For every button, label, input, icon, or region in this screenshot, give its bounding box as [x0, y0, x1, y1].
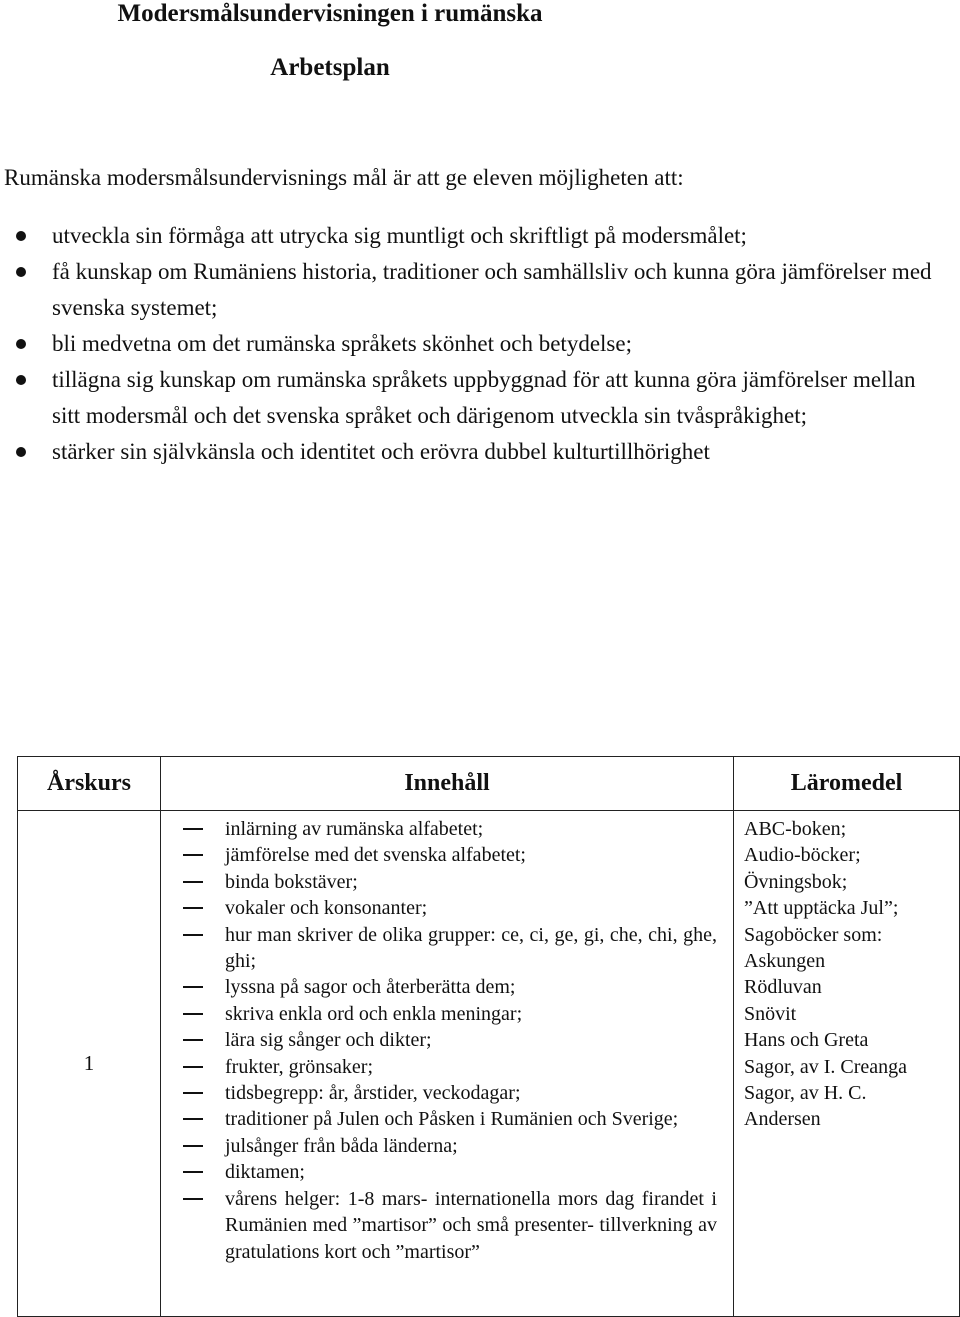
list-item: Andersen	[744, 1108, 821, 1131]
content-text: frukter, grönsaker;	[225, 1055, 374, 1078]
curriculum-table	[17, 756, 960, 1317]
content-text: lära sig sånger och dikter;	[225, 1029, 432, 1052]
list-item: Snövit	[744, 1002, 797, 1025]
materials-list	[744, 816, 951, 1133]
header-content: Innehåll	[161, 757, 734, 811]
list-item: Övningsbok;	[744, 870, 848, 893]
bullet-icon	[16, 231, 26, 241]
dash-icon	[183, 1066, 203, 1068]
list-item	[183, 1027, 717, 1053]
list-item: Sagoböcker som:	[744, 923, 883, 946]
content-list	[183, 816, 717, 1265]
list-item	[183, 1106, 717, 1132]
list-item: Audio-böcker;	[744, 844, 861, 867]
dash-icon	[183, 1198, 203, 1200]
content-text: hur man skriver de olika grupper: ce, ci, ge, gi, che, chi, ghe, ghi;	[225, 923, 717, 973]
content-cell	[161, 811, 734, 1317]
dash-icon	[183, 1145, 203, 1147]
list-item	[0, 362, 940, 434]
list-item	[183, 895, 717, 921]
header-year: Årskurs	[18, 757, 161, 811]
dash-icon	[183, 1171, 203, 1173]
goal-text: få kunskap om Rumäniens historia, traditioner och samhällsliv och kunna göra jämförelser med svenska systemet;	[52, 259, 932, 320]
dash-icon	[183, 986, 203, 988]
content-text: traditioner på Julen och Påsken i Rumänien och Sverige;	[225, 1108, 679, 1131]
bullet-icon	[16, 267, 26, 277]
content-text: inlärning av rumänska alfabetet;	[225, 818, 484, 840]
content-text: binda bokstäver;	[225, 870, 358, 893]
list-item: Rödluvan	[744, 976, 822, 999]
list-item	[183, 1159, 717, 1185]
bullet-icon	[16, 447, 26, 457]
goal-text: bli medvetna om det rumänska språkets skönhet och betydelse;	[52, 331, 632, 356]
list-item	[183, 974, 717, 1000]
list-item	[183, 1080, 717, 1106]
list-item	[0, 218, 940, 254]
dash-icon	[183, 1092, 203, 1094]
dash-icon	[183, 1118, 203, 1120]
list-item: Hans och Greta	[744, 1029, 869, 1052]
content-text: skriva enkla ord och enkla meningar;	[225, 1002, 523, 1025]
dash-icon	[183, 854, 203, 856]
table-header-row	[18, 757, 960, 811]
list-item	[183, 842, 717, 868]
content-text: tidsbegrepp: år, årstider, veckodagar;	[225, 1082, 521, 1105]
list-item	[183, 922, 717, 975]
year-cell: 1	[18, 811, 161, 1317]
list-item: Sagor, av I. Creanga	[744, 1055, 908, 1078]
list-item	[0, 254, 940, 326]
list-item	[183, 1001, 717, 1027]
goals-list	[0, 218, 940, 470]
intro-text: Rumänska modersmålsundervisnings mål är att ge eleven möjligheten att:	[4, 165, 684, 190]
list-item: Sagor, av H. C.	[744, 1082, 867, 1105]
content-text: julsånger från båda länderna;	[225, 1134, 458, 1157]
dash-icon	[183, 907, 203, 909]
dash-icon	[183, 881, 203, 883]
document-subtitle: Arbetsplan	[270, 54, 390, 81]
goal-text: utveckla sin förmåga att utrycka sig muntligt och skriftligt på modersmålet;	[52, 223, 747, 248]
dash-icon	[183, 1013, 203, 1015]
list-item	[183, 816, 717, 842]
header-materials: Läromedel	[734, 757, 960, 811]
list-item	[183, 869, 717, 895]
goal-text: stärker sin självkänsla och identitet och erövra dubbel kulturtillhörighet	[52, 439, 710, 464]
list-item	[0, 434, 940, 470]
dash-icon	[183, 1039, 203, 1041]
list-item: ”Att upptäcka Jul”;	[744, 897, 899, 920]
materials-cell	[734, 811, 960, 1317]
content-text: jämförelse med det svenska alfabetet;	[225, 844, 526, 867]
document-title: Modersmålsundervisningen i rumänska	[117, 0, 543, 27]
bullet-icon	[16, 375, 26, 385]
content-text: vårens helger: 1-8 mars- internationella mors dag firandet i Rumänien med ”martisor” och små presenter- tillverkning av gratulations kort och ”martisor”	[225, 1187, 717, 1263]
list-item: ABC-boken;	[744, 818, 847, 840]
list-item	[183, 1133, 717, 1159]
list-item	[183, 1186, 717, 1265]
bullet-icon	[16, 339, 26, 349]
content-text: lyssna på sagor och återberätta dem;	[225, 976, 516, 999]
content-text: vokaler och konsonanter;	[225, 897, 428, 920]
goal-text: tillägna sig kunskap om rumänska språkets uppbyggnad för att kunna göra jämförelser mellan sitt modersmål och det svenska språket och därigenom utveckla sin tvåspråkighet;	[52, 367, 916, 428]
dash-icon	[183, 828, 203, 830]
content-text: diktamen;	[225, 1161, 305, 1184]
list-item: Askungen	[744, 950, 826, 973]
table-row	[18, 811, 960, 1317]
list-item	[0, 326, 940, 362]
list-item	[183, 1054, 717, 1080]
dash-icon	[183, 934, 203, 936]
